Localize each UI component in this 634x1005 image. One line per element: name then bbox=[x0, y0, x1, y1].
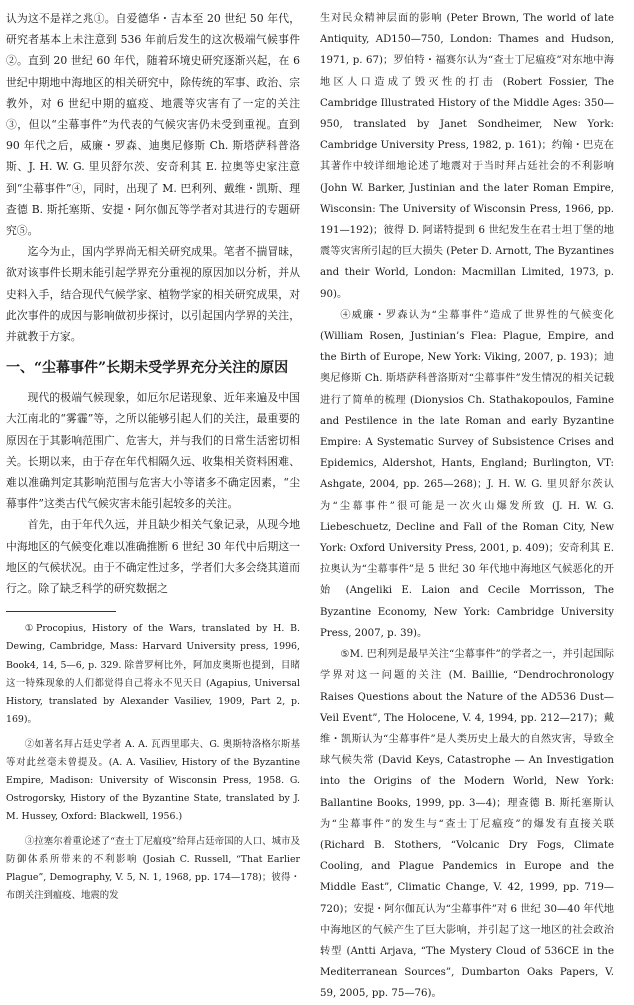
body-paragraph-1: 认为这不是祥之兆①。自爱德华・吉本至 20 世纪 50 年代，研究者基本上未注意到 536 年前后发生的这次极端气候事件②。直到 20 世纪 60 年代，随着环境史研究逐渐兴起，在 6 世纪中期地中海地区的相关研究中，除传统的军事、政治、宗教外，对 6 世纪中期的瘟疫、地震等灾害有了一定的关注③，但以“尘幕事件”为代表的气候灾害仍未受到重视。直到 90 年代之后，威廉・罗森、迪奥尼修斯 Ch. 斯塔萨科普洛斯、J. H. W. G. 里贝舒尔茨、安奇利其 E. 拉奥等史家注意到“尘幕事件”④，同时，出现了 M. 巴利列、戴维・凯斯、理查德 B. 斯托塞斯、安提・阿尔伽瓦等学者对其进行的专题研究⑤。 bbox=[6, 12, 300, 238]
footnote-4: ④威廉・罗森认为“尘幕事件”造成了世界性的气候变化 (William Rosen, Justinian’s Flea: Plague, Empire, and the Birth of Europe, New York: Viking, 2007, p. 193)；迪奥尼修斯 Ch. 斯塔萨科普洛斯对“尘幕事件”发生情况的相关记载进行了简单的梳理 (Dionysios Ch. Stathakopoulos, Famine and Pestilence in the late Roman and early Byzantine Empire: A Systematic Survey of Subsistence Crises and Epidemics, Aldershot, Hants, England; Burlington, VT: Ashgate, 2004, pp. 265—268)；J. H. W. G. 里贝舒尔茨认为“尘幕事件”很可能是一次火山爆发所致 (J. H. W. G. Liebeschuetz, Decline and Fall of the Roman City, New York: Oxford University Press, 2001, p. 409)；安奇利其 E. 拉奥认为“尘幕事件”是 5 世纪 30 年代地中海地区气候恶化的开始 (Angeliki E. Laion and Cecile Morrisson, The Byzantine Economy, New York: Cambridge University Press, 2007, p. 39)。 bbox=[320, 309, 614, 639]
footnote-5: ⑤M. 巴利列是最早关注“尘幕事件”的学者之一，并引起国际学界对这一问题的关注 (M. Baillie, “Dendrochronology Raises Questions about the Nature of the AD536 Dust—Veil Event”, The Holocene, V. 4, 1994, pp. 212—217)；戴维・凯斯认为“尘幕事件”是人类历史上最大的自然灾害，导致全球气候失常 (David Keys, Catastrophe — An Investigation into the Origins of the Modern World, New York: Ballantine Books, 1999, pp. 3—4)；理查德 B. 斯托塞斯认为“尘幕事件”的发生与“查士丁尼瘟疫”的爆发有直接关联 (Richard B. Stothers, “Volcanic Dry Fogs, Climate Cooling, and Plague Pandemics in Europe and the Middle East”, Climatic Change, V. 42, 1999, pp. 719—720)；安提・阿尔伽瓦认为“尘幕事件”对 6 世纪 30—40 年代地中海地区的气候产生了巨大影响，并引起了这一地区的社会政治转型 (Antti Arjava, “The Mystery Cloud of 536CE in the Mediterranean Sources”, Dumbarton Oaks Papers, V. 59, 2005, pp. 75—76)。 bbox=[320, 649, 614, 1000]
body-paragraph-4: 首先，由于年代久远，并且缺少相关气象记录，从现今地中海地区的气候变化难以准确推断 6 世纪 30 年代中后期这一地区的气候状况。由于不确定性过多，学者们大多会绕其道而行之。除了缺乏科学的研究数据之 bbox=[6, 518, 300, 596]
section-heading: 一、“尘幕事件”长期未受学界充分关注的原因 bbox=[6, 360, 289, 377]
body-paragraph-2: 迄今为止，国内学界尚无相关研究成果。笔者不揣冒昧，欲对该事件长期未能引起学界充分重视的原因加以分析，并从史料入手，结合现代气候学家、植物学家的相关研究成果，对此次事件的成因与影响做初步探讨，以引起国内学界的关注，并就教于方家。 bbox=[6, 245, 300, 344]
footnote-1: ①Procopius, History of the Wars, translated by H. B. Dewing, Cambridge, Mass: Harvard University press, 1996, Book4, 14, 5—6, p. 329. 除普罗柯比外，阿加皮奥斯也提到，目睹这一特殊现象的人们都觉得自己将永不见天日 (Agapius, Universal History, translated by Alexander Vasiliev, 1909, Part 2, p. 169)。 bbox=[6, 623, 300, 726]
footnote-3-continued: 生对民众精神层面的影响 (Peter Brown, The world of late Antiquity, AD150—750, London: Thames and Hudson, 1971, p. 67)；罗伯特・福赛尔认为“查士丁尼瘟疫”对东地中海地区人口造成了毁灭性的打击 (Robert Fossier, The Cambridge Illustrated History of the Middle Ages: 350—950, translated by Janet Sondheimer, New York: Cambridge University Press, 1982, p. 161)；约翰・巴克在其著作中较详细地论述了地震对于当时拜占廷社会的不利影响 (John W. Barker, Justinian and the later Roman Empire, Wisconsin: The University of Wisconsin Press, 1966, pp. 191—192)；彼得 D. 阿诺特提到 6 世纪发生在君士坦丁堡的地震等灾害所引起的巨大损失 (Peter D. Arnott, The Byzantines and their World, London: Macmillan Limited, 1973, p. 90)。 bbox=[320, 13, 614, 300]
right-column bbox=[320, 8, 614, 1005]
left-column bbox=[6, 8, 300, 907]
footnote-2: ②如著名拜占廷史学者 A. A. 瓦西里耶夫、G. 奥斯特洛格尔斯基等对此丝毫未曾提及。(A. A. Vasiliev, History of the Byzantine Empire, Madison: University of Wisconsin Press, 1958. G. Ostrogorsky, History of the Byzantine State, translated by J. M. Hussey, Oxford: Blackwell, 1956.) bbox=[6, 738, 300, 823]
body-paragraph-3: 现代的极端气候现象，如厄尔尼诺现象、近年来遍及中国大江南北的“雾霾”等，之所以能够引起人们的关注，最重要的原因在于其影响范围广、危害大，并与我们的日常生活密切相关。长期以来，由于存在年代相隔久远、收集相关资料困难、难以准确判定其影响范围与危害大小等诸多不确定因素，“尘幕事件”这类古代气候灾害未能引起较多的关注。 bbox=[6, 391, 300, 511]
footnote-3: ③拉塞尔着重论述了“查士丁尼瘟疫”给拜占廷帝国的人口、城市及防御体系所带来的不利影响 (Josiah C. Russell, “That Earlier Plague”, Demography, V. 5, N. 1, 1968, pp. 174—178)；彼得・布朗关注到瘟疫、地震的发 bbox=[6, 835, 300, 902]
footnote-divider bbox=[6, 611, 116, 612]
